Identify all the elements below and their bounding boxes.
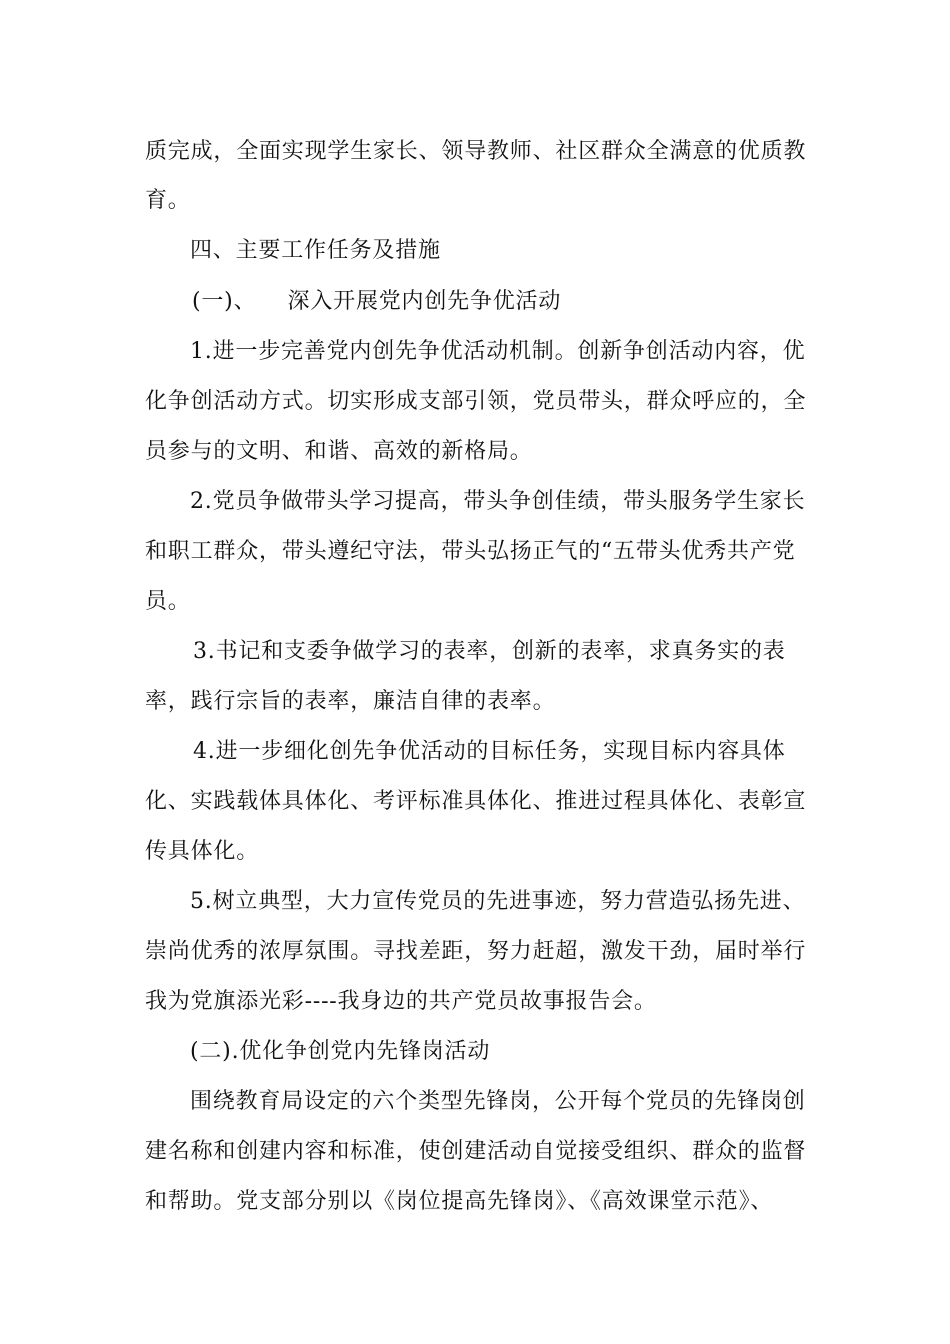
- text-line: 率，践行宗旨的表率，廉洁自律的表率。: [145, 689, 556, 714]
- text-line: 3.书记和支委争做学习的表率，创新的表率，求真务实的表: [193, 639, 786, 664]
- text-line: 员。: [145, 589, 191, 614]
- subsection-heading: (一)、 深入开展党内创先争优活动: [192, 289, 562, 314]
- subsection-heading: (二).优化争创党内先锋岗活动: [190, 1039, 491, 1064]
- text-line: 崇尚优秀的浓厚氛围。寻找差距，努力赶超，激发干劲，届时举行: [145, 939, 807, 964]
- text-line: 传具体化。: [145, 839, 260, 864]
- text-line: 员参与的文明、和谐、高效的新格局。: [145, 439, 533, 464]
- text-line: 建名称和创建内容和标准，使创建活动自觉接受组织、群众的监督: [145, 1139, 807, 1164]
- text-line: 化、实践载体具体化、考评标准具体化、推进过程具体化、表彰宣: [145, 789, 807, 814]
- text-line: 1.进一步完善党内创先争优活动机制。创新争创活动内容，优: [190, 339, 806, 364]
- text-line: 质完成，全面实现学生家长、领导教师、社区群众全满意的优质教: [145, 139, 807, 164]
- text-line: 4.进一步细化创先争优活动的目标任务，实现目标内容具体: [193, 739, 786, 764]
- text-line: 围绕教育局设定的六个类型先锋岗，公开每个党员的先锋岗创: [190, 1089, 806, 1114]
- text-line: 化争创活动方式。切实形成支部引领，党员带头，群众呼应的，全: [145, 389, 807, 414]
- text-line: 和帮助。党支部分别以《岗位提高先锋岗》、《高效课堂示范》、: [145, 1189, 774, 1214]
- text-line: 育。: [145, 188, 191, 213]
- section-heading: 四、主要工作任务及措施: [190, 238, 441, 263]
- text-line: 5.树立典型，大力宣传党员的先进事迹，努力营造弘扬先进、: [190, 889, 806, 914]
- text-line: 和职工群众，带头遵纪守法，带头弘扬正气的“五带头优秀共产党: [145, 539, 796, 564]
- text-line: 2.党员争做带头学习提高，带头争创佳绩，带头服务学生家长: [190, 489, 806, 514]
- text-line: 我为党旗添光彩----我身边的共产党员故事报告会。: [145, 989, 657, 1014]
